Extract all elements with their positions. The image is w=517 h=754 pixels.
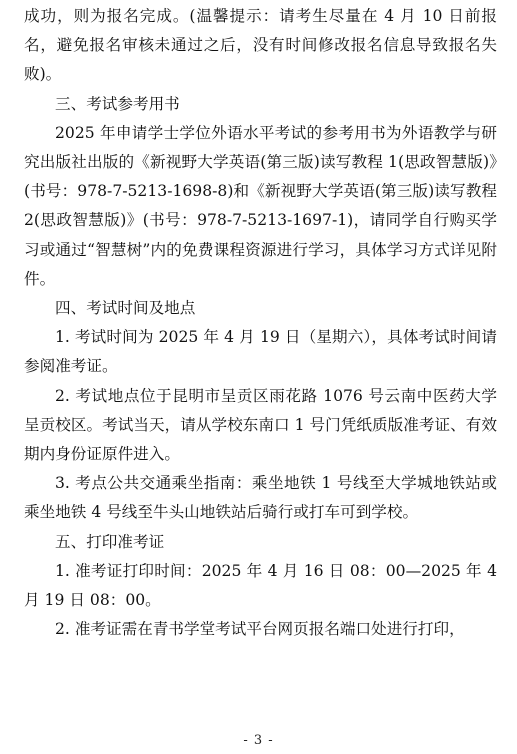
page-number: - 3 - — [243, 733, 274, 748]
paragraph-reference-books: 2025 年申请学士学位外语水平考试的参考用书为外语教学与研究出版社出版的《新视野大学英语(第三版)读写教程 1(思政智慧版)》(书号：978-7-5213-1698-8)和《新视野大学英语(第三版)读写教程 2(思政智慧版)》(书号：978-7-5213-1697-1)，请同学自行购买学习或通过“智慧树”内的免费课程资源进行学习，具体学习方式详见附件。 — [24, 123, 497, 288]
paragraph-exam-location: 2. 考试地点位于昆明市呈贡区雨花路 1076 号云南中医药大学呈贡校区。考试当天，请从学校东南口 1 号门凭纸质版准考证、有效期内身份证原件进入。 — [24, 386, 497, 464]
paragraph-transport-guide: 3. 考点公共交通乘坐指南：乘坐地铁 1 号线至大学城地铁站或乘坐地铁 4 号线至牛头山地铁站后骑行或打车可到学校。 — [24, 474, 497, 522]
heading-print-admission-ticket: 五、打印准考证 — [55, 532, 165, 551]
heading-exam-time-location: 四、考试时间及地点 — [55, 299, 196, 318]
document-body — [24, 2, 497, 644]
paragraph-print-time: 1. 准考证打印时间：2025 年 4 月 16 日 08：00—2025 年 4 月 19 日 08：00。 — [24, 561, 497, 610]
paragraph-print-location: 2. 准考证需在青书学堂考试平台网页报名端口处进行打印， — [55, 620, 465, 639]
paragraph-registration-note: 成功，则为报名完成。(温馨提示：请考生尽量在 4 月 10 日前报名，避免报名审核未通过之后，没有时间修改报名信息导致报名失败)。 — [24, 7, 497, 84]
heading-reference-books: 三、考试参考用书 — [55, 94, 180, 113]
paragraph-exam-time: 1. 考试时间为 2025 年 4 月 19 日（星期六），具体考试时间请参阅准考证。 — [24, 328, 497, 376]
page-footer — [0, 733, 517, 748]
